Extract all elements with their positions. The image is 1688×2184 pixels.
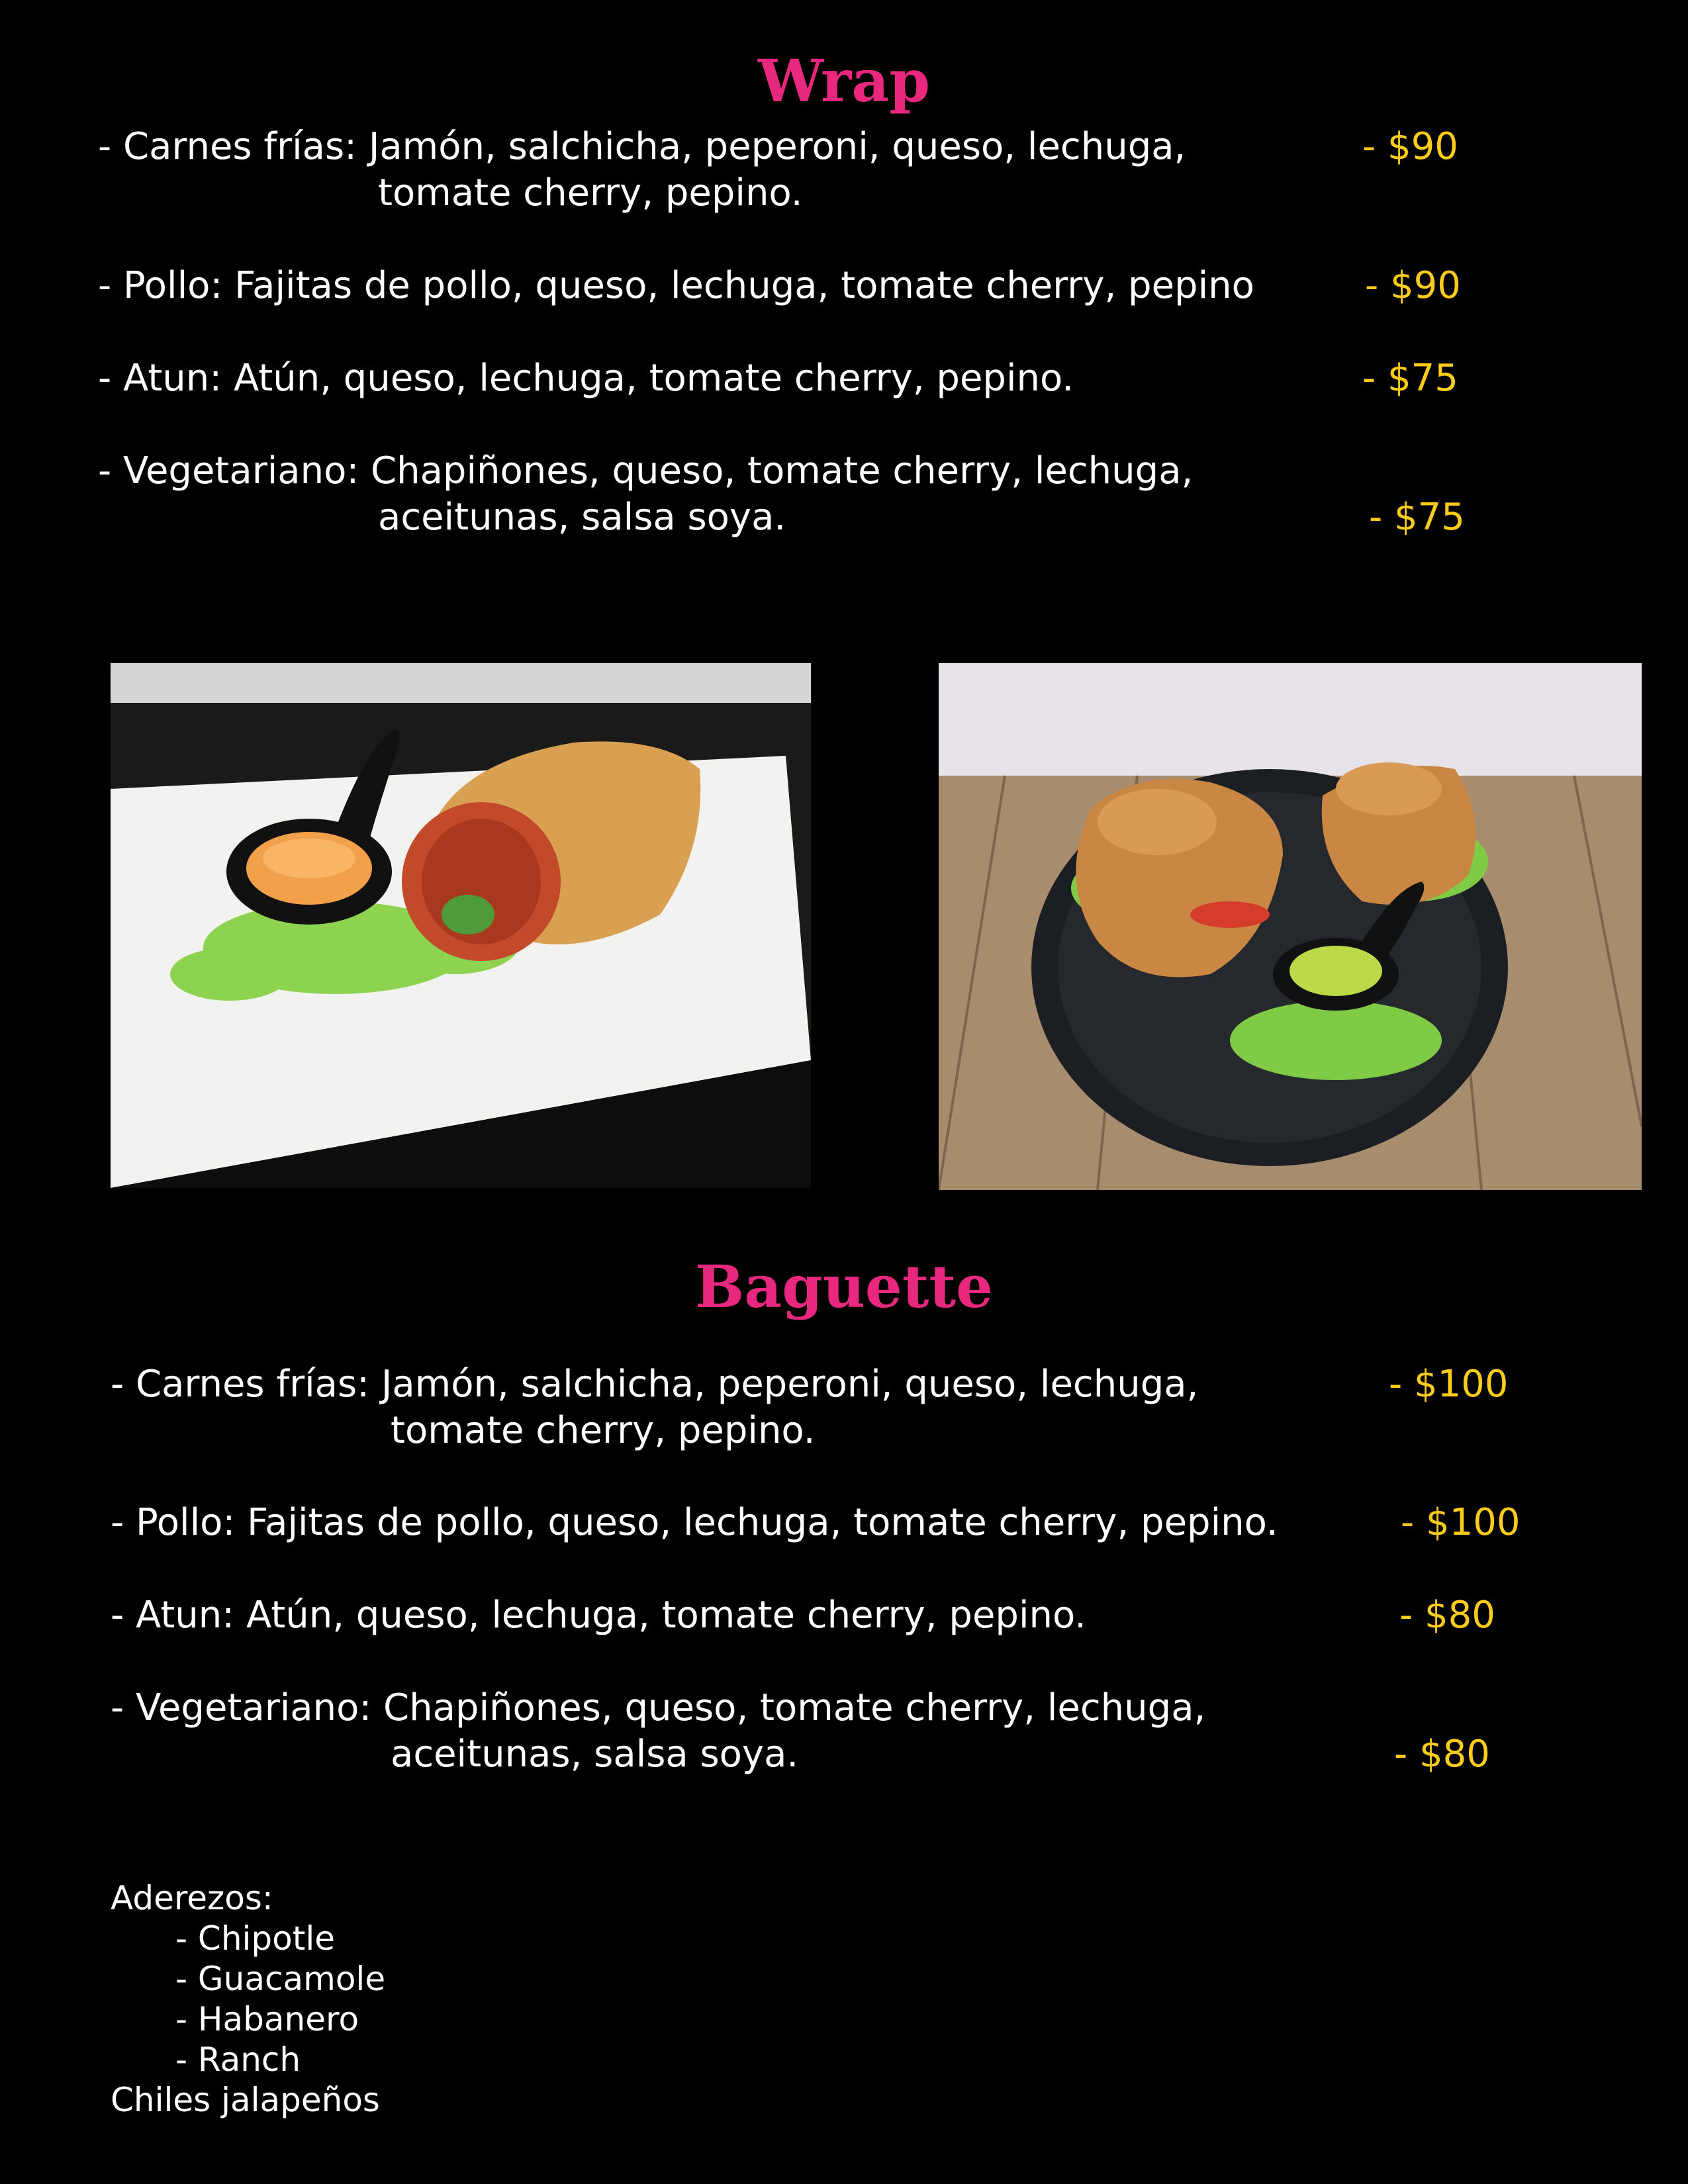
wrap-price-pollo: - $90: [1365, 264, 1461, 307]
baguette-item-carnes-frias-label-2: tomate cherry, pepino.: [391, 1409, 816, 1452]
wrap-item-pollo-label: - Pollo: Fajitas de pollo, queso, lechuga, tomate cherry, pepino: [98, 264, 1254, 307]
baguette-price-vegetariano: - $80: [1394, 1733, 1490, 1776]
wrap-item-carnes-frias: [98, 124, 1186, 216]
wrap-item-carnes-frias-label-2: tomate cherry, pepino.: [378, 171, 803, 214]
wrap-item-pollo: [98, 263, 1254, 309]
dressings-heading: Aderezos:: [111, 1879, 273, 1917]
baguette-title: Baguette: [694, 1252, 994, 1321]
wrap-item-atun: [98, 355, 1074, 402]
wrap-price-atun: - $75: [1362, 357, 1458, 400]
wrap-item-vegetariano: [98, 448, 1193, 541]
dressings-extra: Chiles jalapeños: [111, 2081, 380, 2119]
baguette-item-carnes-frias-label: - Carnes frías: Jamón, salchicha, peperoni, queso, lechuga,: [111, 1363, 1199, 1406]
baguette-item-pollo-label: - Pollo: Fajitas de pollo, queso, lechuga, tomate cherry, pepino.: [111, 1501, 1278, 1544]
wrap-item-vegetariano-label-2: aceitunas, salsa soya.: [378, 496, 786, 539]
wrap-photo: [111, 663, 811, 1188]
baguette-photo: [939, 663, 1642, 1190]
baguette-item-atun: [111, 1592, 1086, 1639]
dressing-option: - Habanero: [175, 2000, 359, 2038]
baguette-price-atun: - $80: [1399, 1594, 1495, 1637]
baguette-price-pollo: - $100: [1401, 1501, 1521, 1544]
wrap-item-atun-label: - Atun: Atún, queso, lechuga, tomate cherry, pepino.: [98, 357, 1074, 400]
wrap-title: Wrap: [758, 46, 930, 115]
baguette-item-vegetariano-label: - Vegetariano: Chapiñones, queso, tomate cherry, lechuga,: [111, 1686, 1206, 1729]
baguette-item-vegetariano: [111, 1685, 1205, 1778]
baguette-item-carnes-frias: [111, 1361, 1198, 1454]
dressing-option: - Ranch: [175, 2040, 301, 2079]
dressing-option: - Chipotle: [175, 1919, 336, 1958]
wrap-item-carnes-frias-label: - Carnes frías: Jamón, salchicha, peperoni, queso, lechuga,: [98, 125, 1186, 168]
dressings-list: [111, 1878, 385, 2120]
wrap-price-vegetariano: - $75: [1369, 496, 1465, 539]
wrap-item-vegetariano-label: - Vegetariano: Chapiñones, queso, tomate cherry, lechuga,: [98, 449, 1194, 492]
baguette-item-vegetariano-label-2: aceitunas, salsa soya.: [391, 1733, 799, 1776]
wrap-price-carnes-frias: - $90: [1362, 125, 1458, 168]
baguette-price-carnes-frias: - $100: [1389, 1363, 1509, 1406]
dressing-option: - Guacamole: [175, 1960, 386, 1998]
baguette-item-pollo: [111, 1500, 1278, 1546]
baguette-item-atun-label: - Atun: Atún, queso, lechuga, tomate cherry, pepino.: [111, 1594, 1087, 1637]
